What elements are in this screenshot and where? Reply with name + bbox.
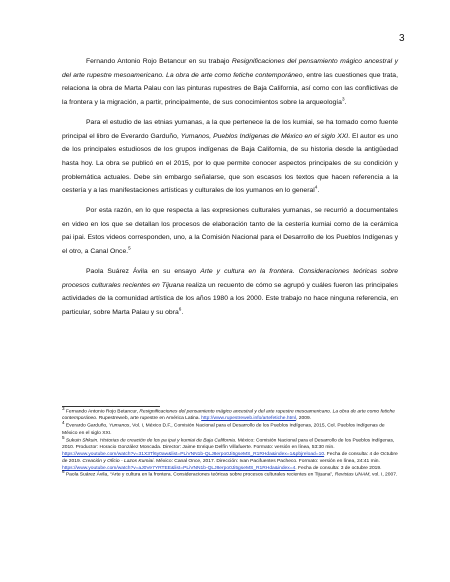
paragraph-4 — [62, 265, 398, 320]
footnote-number: 4 — [62, 420, 65, 426]
body-text — [62, 55, 398, 320]
fn6-text-a: Paola Suárez Ávila, “Arte y cultura en la frontera. Consideraciones teóricas sobre procesos culturales recientes en Tijuana”, — [64, 473, 335, 479]
fn5-title-2: Creación y Oficio - Lazos Kumiai — [82, 458, 154, 464]
paragraph-1 — [62, 55, 398, 110]
p4-title: Arte y cultura en la frontera. Consideraciones teóricas sobre procesos culturales recientes en Tijuana — [62, 267, 398, 289]
footnote-number: 6 — [62, 469, 65, 475]
fn5-text-c: . México: Comisión Nacional para el Desarrollo de los Pueblos Indígenas, 2010. Productor: Horacio González Moncada. Director: Jaime Enrique Delfín Villafuerte. Formato: versión en línea, 53:30 min. — [62, 438, 395, 451]
footnote-ref-6[interactable]: 6 — [178, 306, 182, 312]
footnote-number: 3 — [62, 406, 65, 411]
fn6-text-c: , vol. I, 2007. — [369, 473, 398, 479]
p2-text-c: . El autor es uno de los principales estudiosos de los grupos indígenas de Baja California, de su historia desde la antigüedad hasta hoy. La obra se publicó en el 2015, por lo que permite conocer aspectos principales de su condición y problemática actuales. Debe sin embargo señalarse, que son escasos los textos que hacen referencia a la cestería y a las manifestaciones artísticas y culturales de los yumanos en lo general — [62, 132, 398, 195]
p1-text-d: . — [344, 99, 347, 107]
fn5-link-video-2[interactable]: https://www.youtube.com/watch?v=aJ0Ve7YRTEE&list=PLiVNN1b-QLJ8erpo0Ji5gseMS_R1RHda&index=4 — [62, 465, 296, 471]
p1-text-c: , entre las cuestiones que trata, relaciona la obra de Marta Palau con las pinturas rupestres de Baja California, así como con las conflictivas de la frontera y la migración, a partir, principalmente, de sus conocimientos sobre la arqueología — [62, 71, 398, 107]
p1-title: Resignificaciones del pensamiento mágico ancestral y del arte rupestre mesoamericano. La obra de arte como fetiche contemporáneo — [62, 58, 398, 79]
fn5-text-f: . México: Canal Once, 2017. Dirección: Ivan Pacifuentes Pacheco. Formato: versión en línea, 24:41 min. — [153, 458, 380, 464]
footnote-divider — [62, 406, 160, 407]
footnote-ref-4[interactable]: 4 — [314, 185, 318, 191]
p2-text-a: Para el estudio de las etnias yumanas, a la que pertenece la de los kumiai, se ha tomado como fuente principal el libro de Everardo Garduño, — [62, 118, 398, 140]
fn6-journal: Revistas UNAM — [334, 473, 370, 479]
fn4-text-a: Everardo Garduño, — [64, 423, 109, 429]
fn3-text-c: . Rupestreweb, arte rupestre en América Latina. — [96, 416, 202, 422]
p4-text-d: . — [181, 308, 184, 316]
footnote-ref-3[interactable]: 3 — [341, 96, 345, 102]
footnote-6 — [62, 469, 400, 479]
fn5-text-g: . Fecha de consulta: 3 de octubre 2019. — [295, 465, 382, 471]
paragraph-2 — [62, 116, 398, 198]
footnotes — [62, 406, 400, 480]
p3-text-a: Por esta razón, en lo que respecta a las expresiones culturales yumanas, se recurrió a documentales en video en los que se detallan los procesos de elaboración tanto de la cestería kumiai como de la cerámica pai ipai. Estos videos corresponden, uno, a la Comisión Nacional para el Desarrollo de los Pueblos Indígenas y el otro, a Canal Once. — [62, 207, 398, 256]
footnote-4 — [62, 420, 400, 437]
p2-text-d: . — [317, 187, 320, 195]
fn3-link[interactable]: http://www.rupestreweb.info/artefetiche.html — [201, 416, 297, 422]
footnote-number: 5 — [62, 434, 65, 440]
footnote-5 — [62, 434, 400, 473]
fn4-title: Yumanos — [108, 423, 130, 429]
p2-title: Yumanos, Pueblos Indígenas de México en el siglo XXI — [180, 132, 349, 140]
footnote-ref-5[interactable]: 5 — [128, 245, 131, 251]
fn5-text-d: . Fecha de consulta: 4 de Octubre de 2019. — [62, 451, 398, 464]
paragraph-3 — [62, 204, 398, 259]
fn5-link-video-1[interactable]: https://www.youtube.com/watch?v=31X3Tl6y0aw&list=PLiVNN1b-QLJ8erpo0Ji5gseMS_R1RHda&index=1&pbjreload=10 — [62, 451, 325, 457]
p1-text-a: Fernando Antonio Rojo Betancur en su trabajo — [86, 58, 232, 65]
page-number: 3 — [399, 33, 405, 44]
fn4-text-c: , Vol. I, México D.F., Comisión Nacional para el Desarrollo de los Pueblos Indígenas, 2015, Col. Pueblos Indígenas de México en el siglo XXI. — [62, 423, 385, 436]
fn3-text-d: , 2009. — [296, 416, 312, 422]
p4-text-a: Paola Suárez Ávila en su ensayo — [86, 267, 201, 275]
p4-text-c: realiza un recuento de cómo se agrupó y cuáles fueron las principales actividades de la comunidad artística de los años 1980 a los 2000. Este trabajo no hace ninguna referencia, en particular, sobre Marta Palau y su obra — [62, 281, 398, 316]
fn5-title: Sukuin Shkuin. Historias de creación de los pa ipai y kumiai de Baja California — [65, 438, 236, 444]
fn3-title: Resignificaciones del pensamiento mágico ancestral y del arte rupestre mesoamericano. La obra de arte como fetiche contemporáneo — [62, 409, 395, 422]
fn3-text-a: Fernando Antonio Rojo Betancur, — [64, 409, 140, 415]
